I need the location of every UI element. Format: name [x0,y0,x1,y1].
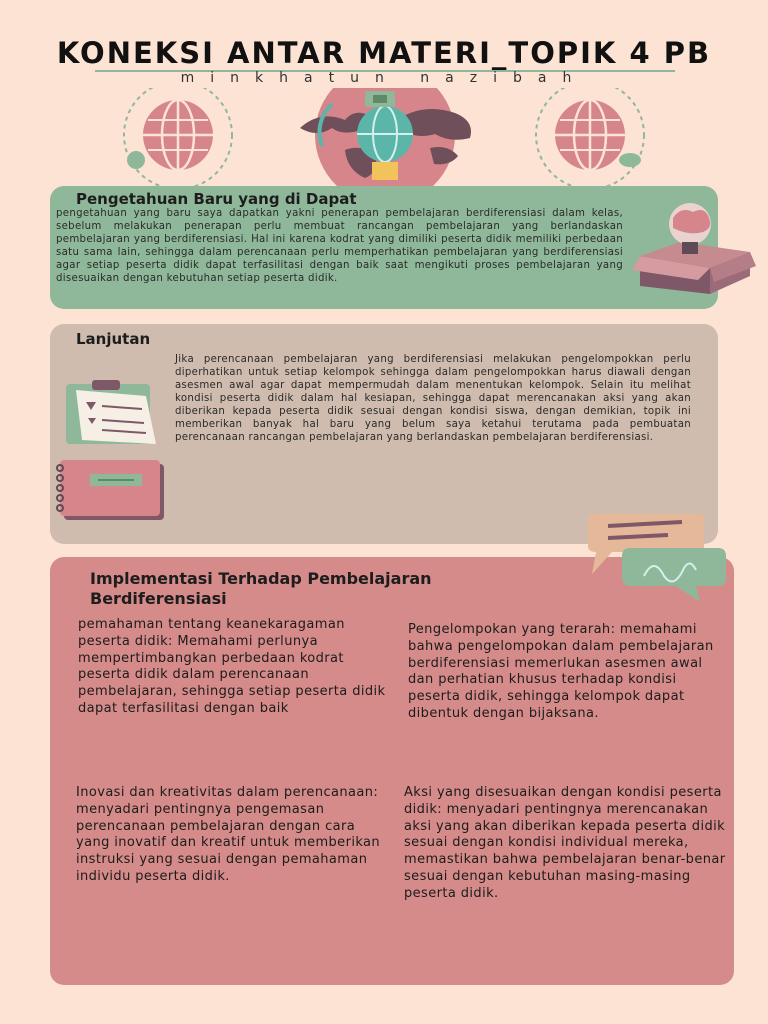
world-map-globe-icon [300,88,471,188]
right-globe-icon [536,88,644,188]
notebook-icon [54,456,168,528]
section-knowledge-body: pengetahuan yang baru saya dapatkan yakni penerapan pembelajaran berdiferensiasi dalam kelas, sebelum melakukan penerapan perlu membuat rancangan pembelajaran yang berlandaskan pembelajaran yang berdiferensiasi. Hal ini karena kodrat yang dimiliki peserta didik memiliki perbedaan satu sama lain, sehingga dalam perencanaan perlu memperhatikan pembelajaran yang berdiferensiasi agar setiap peserta didik dapat terfasilitasi dengan baik saat mengikuti proses pembelajaran yang disesuaikan dengan kebutuhan setiap peserta didik. [56,208,623,284]
implementation-point-innovation: Inovasi dan kreativitas dalam perencanaan: menyadari pentingnya pengemasan perencanaan pembelajaran dengan cara yang inovatif dan kreatif untuk memberikan instruksi yang sesuai dengan pemahaman individu peserta didik. [76,785,381,884]
section-knowledge-heading: Pengetahuan Baru yang di Dapat [76,190,357,208]
section-continued-body: Jika perencanaan pembelajaran yang berdiferensiasi melakukan pengelompokkan perlu diperhatikan untuk setiap kelompok sehingga dalam pengelompokkan harus diawali dengan asesmen awal agar dapat mempermudah dalam menentukan kelompok. Selain itu melihat kondisi peserta didik dalam hal kesiapan, sehingga dapat merencanakan aksi yang akan diberikan kepada peserta didik sesuai dengan kondisi siswa, dengan demikian, topik ini memberikan banyak hal baru yang belum saya ketahui terutama pada pembuatan perencanaan rancangan pembelajaran yang berlandaskan pembelajaran berdiferensiasi. [175,354,691,443]
left-globe-icon [124,88,232,188]
hero-illustration [100,88,670,188]
implementation-point-diversity: pemahaman tentang keanekaragaman peserta didik: Memahami perlunya mempertimbangkan perbedaan kodrat peserta didik dalam perencanaan pembelajaran, sehingga setiap peserta didik dapat terfasilitasi dengan baik [78,617,386,716]
implementation-point-action: Aksi yang disesuaikan dengan kondisi peserta didik: menyadari pentingnya merencanakan aksi yang akan diberikan kepada peserta didik sesuai dengan kondisi individual mereka, memastikan bahwa pembelajaran benar-benar sesuai dengan kebutuhan masing-masing peserta didik. [404,785,726,901]
section-implementation-heading: Implementasi Terhadap Pembelajaran Berdiferensiasi [90,569,432,608]
chat-bubbles-icon [582,512,734,604]
clipboard-icon [62,378,166,450]
implementation-point-grouping: Pengelompokan yang terarah: memahami bahwa pengelompokan dalam pembelajaran berdiferensiasi memerlukan asesmen awal dan perhatian khusus terhadap kondisi peserta didik, sehingga kelompok dapat dibentuk dengan bijaksana. [408,622,714,721]
section-continued-heading: Lanjutan [76,330,151,348]
author-name: minkhatun nazibah [180,70,588,86]
lightbulb-box-icon [628,200,756,300]
page-title: KONEKSI ANTAR MATERI_TOPIK 4 PB [56,36,712,70]
